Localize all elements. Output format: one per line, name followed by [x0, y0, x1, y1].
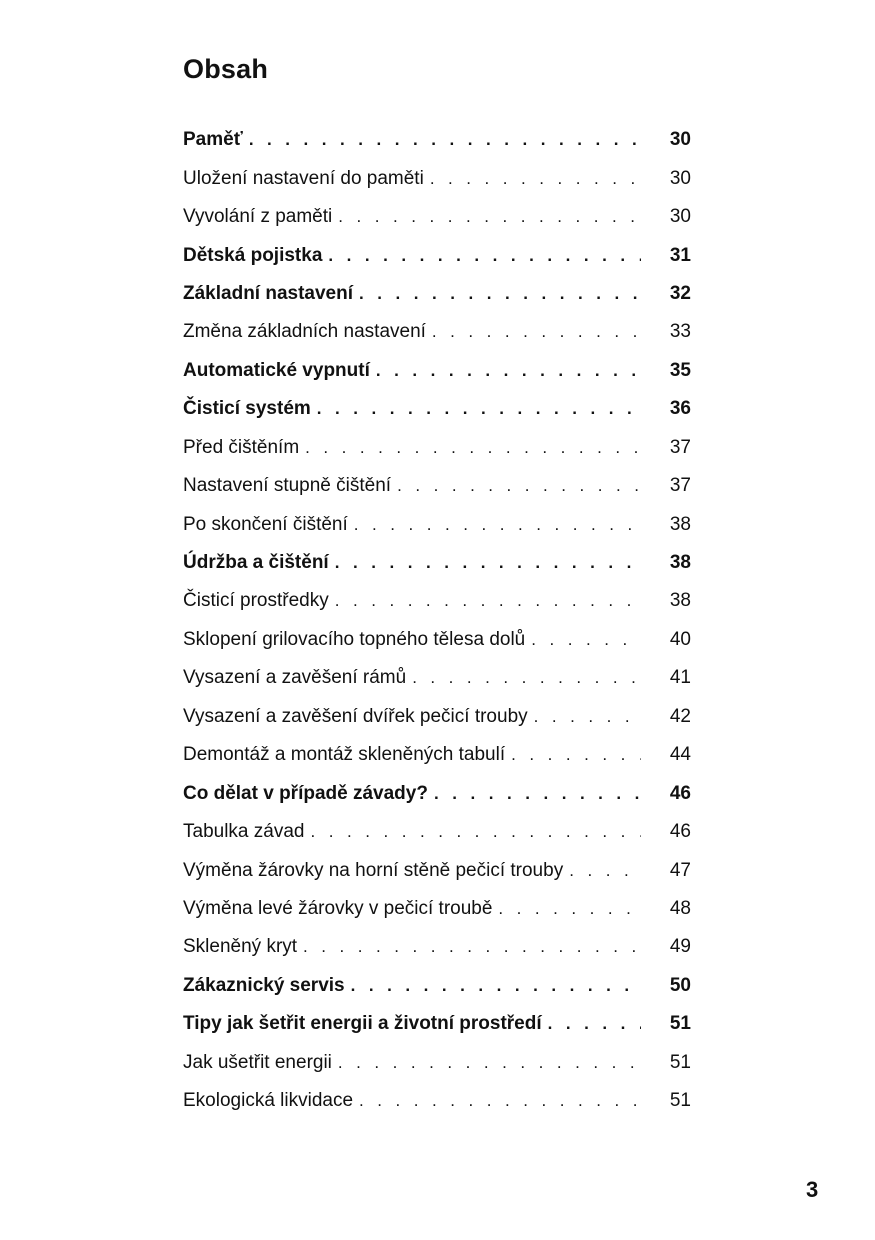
dot-leader: [511, 745, 641, 765]
toc-entry-label: Výměna levé žárovky v pečicí troubě: [183, 897, 493, 919]
dot-leader: [303, 937, 641, 957]
toc-section-entry[interactable]: [183, 774, 691, 812]
dot-leader: [430, 169, 641, 189]
toc-entry-page: 38: [669, 590, 691, 612]
toc-entry-page: 31: [669, 244, 691, 266]
toc-entry-page: 41: [669, 667, 691, 689]
toc-entry-label: Demontáž a montáž skleněných tabulí: [183, 744, 506, 766]
toc-subsection-entry[interactable]: [183, 813, 691, 851]
toc-entry-page: 44: [669, 744, 691, 766]
dot-leader: [359, 1091, 641, 1111]
toc-subsection-entry[interactable]: [183, 736, 691, 774]
toc-entry-page: 51: [669, 1013, 691, 1035]
toc-section-entry[interactable]: [183, 390, 691, 428]
toc-entry-label: Změna základních nastavení: [183, 321, 426, 343]
toc-subsection-entry[interactable]: [183, 621, 691, 659]
toc-subsection-entry[interactable]: [183, 505, 691, 543]
dot-leader: [498, 899, 641, 919]
dot-leader: [249, 130, 641, 150]
dot-leader: [354, 515, 641, 535]
dot-leader: [305, 438, 641, 458]
toc-entry-label: Po skončení čištění: [183, 513, 348, 535]
toc-section-entry[interactable]: [183, 967, 691, 1005]
toc-section-entry[interactable]: [183, 1005, 691, 1043]
toc-entry-label: Základní nastavení: [183, 282, 354, 304]
toc-entry-page: 36: [669, 398, 691, 420]
toc-entry-page: 35: [669, 359, 691, 381]
toc-entry-page: 40: [669, 628, 691, 650]
toc-subsection-entry[interactable]: [183, 198, 691, 236]
page-title: Obsah: [183, 54, 269, 84]
toc-subsection-entry[interactable]: [183, 698, 691, 736]
table-of-contents: [183, 121, 691, 1120]
toc-entry-page: 46: [669, 782, 691, 804]
toc-subsection-entry[interactable]: [183, 582, 691, 620]
toc-entry-label: Sklopení grilovacího topného tělesa dolů: [183, 628, 526, 650]
dot-leader: [310, 822, 641, 842]
toc-subsection-entry[interactable]: [183, 1082, 691, 1120]
toc-subsection-entry[interactable]: [183, 467, 691, 505]
dot-leader: [328, 246, 641, 266]
toc-entry-label: Automatické vypnutí: [183, 359, 370, 381]
toc-subsection-entry[interactable]: [183, 429, 691, 467]
dot-leader: [397, 476, 641, 496]
toc-entry-page: 51: [669, 1090, 691, 1112]
toc-entry-label: Čisticí prostředky: [183, 590, 329, 612]
dot-leader: [569, 861, 641, 881]
toc-subsection-entry[interactable]: [183, 851, 691, 889]
toc-subsection-entry[interactable]: [183, 159, 691, 197]
toc-section-entry[interactable]: [183, 275, 691, 313]
toc-entry-label: Údržba a čištění: [183, 552, 329, 574]
toc-entry-label: Výměna žárovky na horní stěně pečicí trouby: [183, 859, 564, 881]
toc-entry-page: 33: [669, 321, 691, 343]
dot-leader: [351, 976, 641, 996]
toc-subsection-entry[interactable]: [183, 313, 691, 351]
toc-entry-page: 37: [669, 475, 691, 497]
toc-entry-label: Před čištěním: [183, 436, 300, 458]
toc-entry-page: 38: [669, 513, 691, 535]
toc-entry-page: 49: [669, 936, 691, 958]
toc-entry-page: 42: [669, 705, 691, 727]
toc-entry-page: 38: [669, 552, 691, 574]
dot-leader: [317, 399, 641, 419]
toc-entry-page: 48: [669, 897, 691, 919]
toc-entry-page: 30: [669, 167, 691, 189]
toc-section-entry[interactable]: [183, 544, 691, 582]
dot-leader: [338, 207, 641, 227]
toc-subsection-entry[interactable]: [183, 659, 691, 697]
toc-section-entry[interactable]: [183, 121, 691, 159]
toc-entry-page: 37: [669, 436, 691, 458]
dot-leader: [376, 361, 641, 381]
toc-entry-page: 30: [669, 129, 691, 151]
toc-subsection-entry[interactable]: [183, 1044, 691, 1082]
toc-entry-label: Uložení nastavení do paměti: [183, 167, 424, 189]
toc-entry-label: Dětská pojistka: [183, 244, 323, 266]
dot-leader: [531, 630, 641, 650]
toc-entry-label: Vyvolání z paměti: [183, 206, 333, 228]
dot-leader: [432, 322, 641, 342]
toc-entry-label: Zákaznický servis: [183, 974, 345, 996]
toc-entry-page: 32: [669, 282, 691, 304]
toc-entry-label: Co dělat v případě závady?: [183, 782, 428, 804]
dot-leader: [412, 668, 641, 688]
dot-leader: [548, 1014, 641, 1034]
toc-entry-label: Jak ušetřit energii: [183, 1051, 332, 1073]
toc-entry-label: Paměť: [183, 129, 243, 151]
toc-entry-page: 47: [669, 859, 691, 881]
dot-leader: [434, 784, 641, 804]
dot-leader: [359, 284, 641, 304]
dot-leader: [338, 1053, 641, 1073]
dot-leader: [335, 553, 641, 573]
toc-entry-page: 30: [669, 206, 691, 228]
toc-entry-page: 50: [669, 974, 691, 996]
toc-entry-label: Nastavení stupně čištění: [183, 475, 392, 497]
dot-leader: [534, 707, 641, 727]
toc-entry-label: Vysazení a zavěšení rámů: [183, 667, 407, 689]
toc-entry-label: Tabulka závad: [183, 821, 305, 843]
toc-entry-label: Ekologická likvidace: [183, 1090, 354, 1112]
toc-subsection-entry[interactable]: [183, 890, 691, 928]
toc-entry-label: Tipy jak šetřit energii a životní prostředí: [183, 1013, 542, 1035]
toc-section-entry[interactable]: [183, 236, 691, 274]
toc-entry-label: Čisticí systém: [183, 398, 311, 420]
toc-section-entry[interactable]: [183, 352, 691, 390]
toc-entry-page: 51: [669, 1051, 691, 1073]
dot-leader: [335, 591, 641, 611]
toc-entry-page: 46: [669, 821, 691, 843]
toc-entry-label: Skleněný kryt: [183, 936, 298, 958]
page-number: 3: [806, 1177, 819, 1202]
toc-subsection-entry[interactable]: [183, 928, 691, 966]
toc-entry-label: Vysazení a zavěšení dvířek pečicí trouby: [183, 705, 528, 727]
